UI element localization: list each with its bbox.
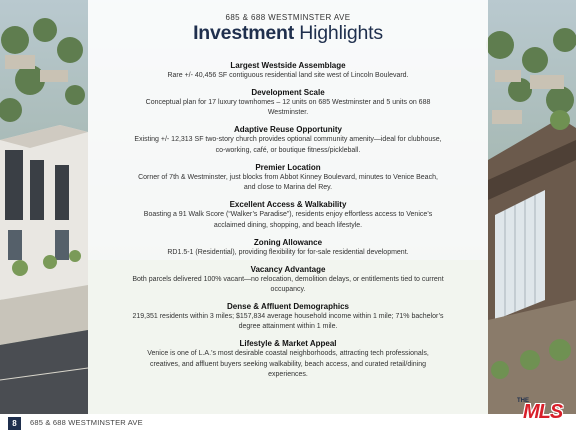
highlight-access-walkability <box>132 199 444 231</box>
logo-prefix: THE <box>517 398 529 404</box>
highlight-body: Conceptual plan for 17 luxury townhomes – 12 units on 685 Westminster and 5 units on 688 Westminster. <box>145 99 431 117</box>
page-title <box>88 22 488 45</box>
highlights-panel <box>88 0 488 414</box>
highlight-largest-assemblage <box>132 60 444 81</box>
highlight-title: Vacancy Advantage <box>250 264 326 274</box>
highlight-adaptive-reuse <box>132 124 444 156</box>
highlight-zoning <box>132 237 444 258</box>
highlight-body: Existing +/- 12,313 SF two-story church provides optional community amenity—ideal for clubhouse, co-working, café, or boutique fitness/pickleball. <box>134 136 442 154</box>
page-footer <box>0 414 576 432</box>
highlight-premier-location <box>132 162 444 194</box>
footer-address: 685 & 688 WESTMINSTER AVE <box>30 418 143 427</box>
property-address-kicker: 685 & 688 WESTMINSTER AVE <box>225 13 351 22</box>
highlight-lifestyle <box>132 338 444 380</box>
highlight-vacancy <box>132 264 444 296</box>
highlight-title: Excellent Access & Walkability <box>229 200 347 210</box>
highlight-body: Rare +/- 40,456 SF contiguous residential land site west of Lincoln Boulevard. <box>167 72 409 79</box>
highlight-title: Adaptive Reuse Opportunity <box>233 125 342 135</box>
highlights-list <box>132 60 444 386</box>
highlight-body: Venice is one of L.A.’s most desirable coastal neighborhoods, attracting tech professionals, creatives, and affluent buyers seeking walkability, beach access, and curated retail/dining experiences. <box>147 350 429 379</box>
highlight-body: Corner of 7th & Westminster, just blocks from Abbot Kinney Boulevard, minutes to Venice Beach, and close to Marina del Rey. <box>138 173 438 192</box>
highlight-body: 219,351 residents within 3 miles; $157,834 average household income within 1 mile; 71% bachelor’s degree attainment within 1 mile. <box>132 313 444 331</box>
highlight-title: Lifestyle & Market Appeal <box>239 339 337 349</box>
page-title-bold: Investment <box>193 22 295 44</box>
highlight-demographics <box>132 301 444 333</box>
page-title-light: Highlights <box>299 22 383 44</box>
highlight-title: Largest Westside Assemblage <box>230 61 346 70</box>
page-number-badge: 8 <box>8 417 21 430</box>
highlight-body: Both parcels delivered 100% vacant—no relocation, demolition delays, or entitlements tied to current occupancy. <box>132 275 444 294</box>
highlight-title: Premier Location <box>255 162 321 172</box>
highlight-body: RD1.5-1 (Residential), providing flexibility for for-sale residential development. <box>167 248 409 256</box>
the-mls-logo <box>515 398 571 432</box>
logo-letters: MLS <box>523 401 563 423</box>
highlight-body: Boasting a 91 Walk Score (“Walker’s Paradise”), residents enjoy effortless access to Venice’s acclaimed dining, shopping, and beach lifestyle. <box>143 211 433 229</box>
highlight-development-scale <box>132 87 444 119</box>
highlight-title: Development Scale <box>251 88 325 97</box>
highlight-title: Zoning Allowance <box>253 237 323 247</box>
highlight-title: Dense & Affluent Demographics <box>227 302 349 312</box>
